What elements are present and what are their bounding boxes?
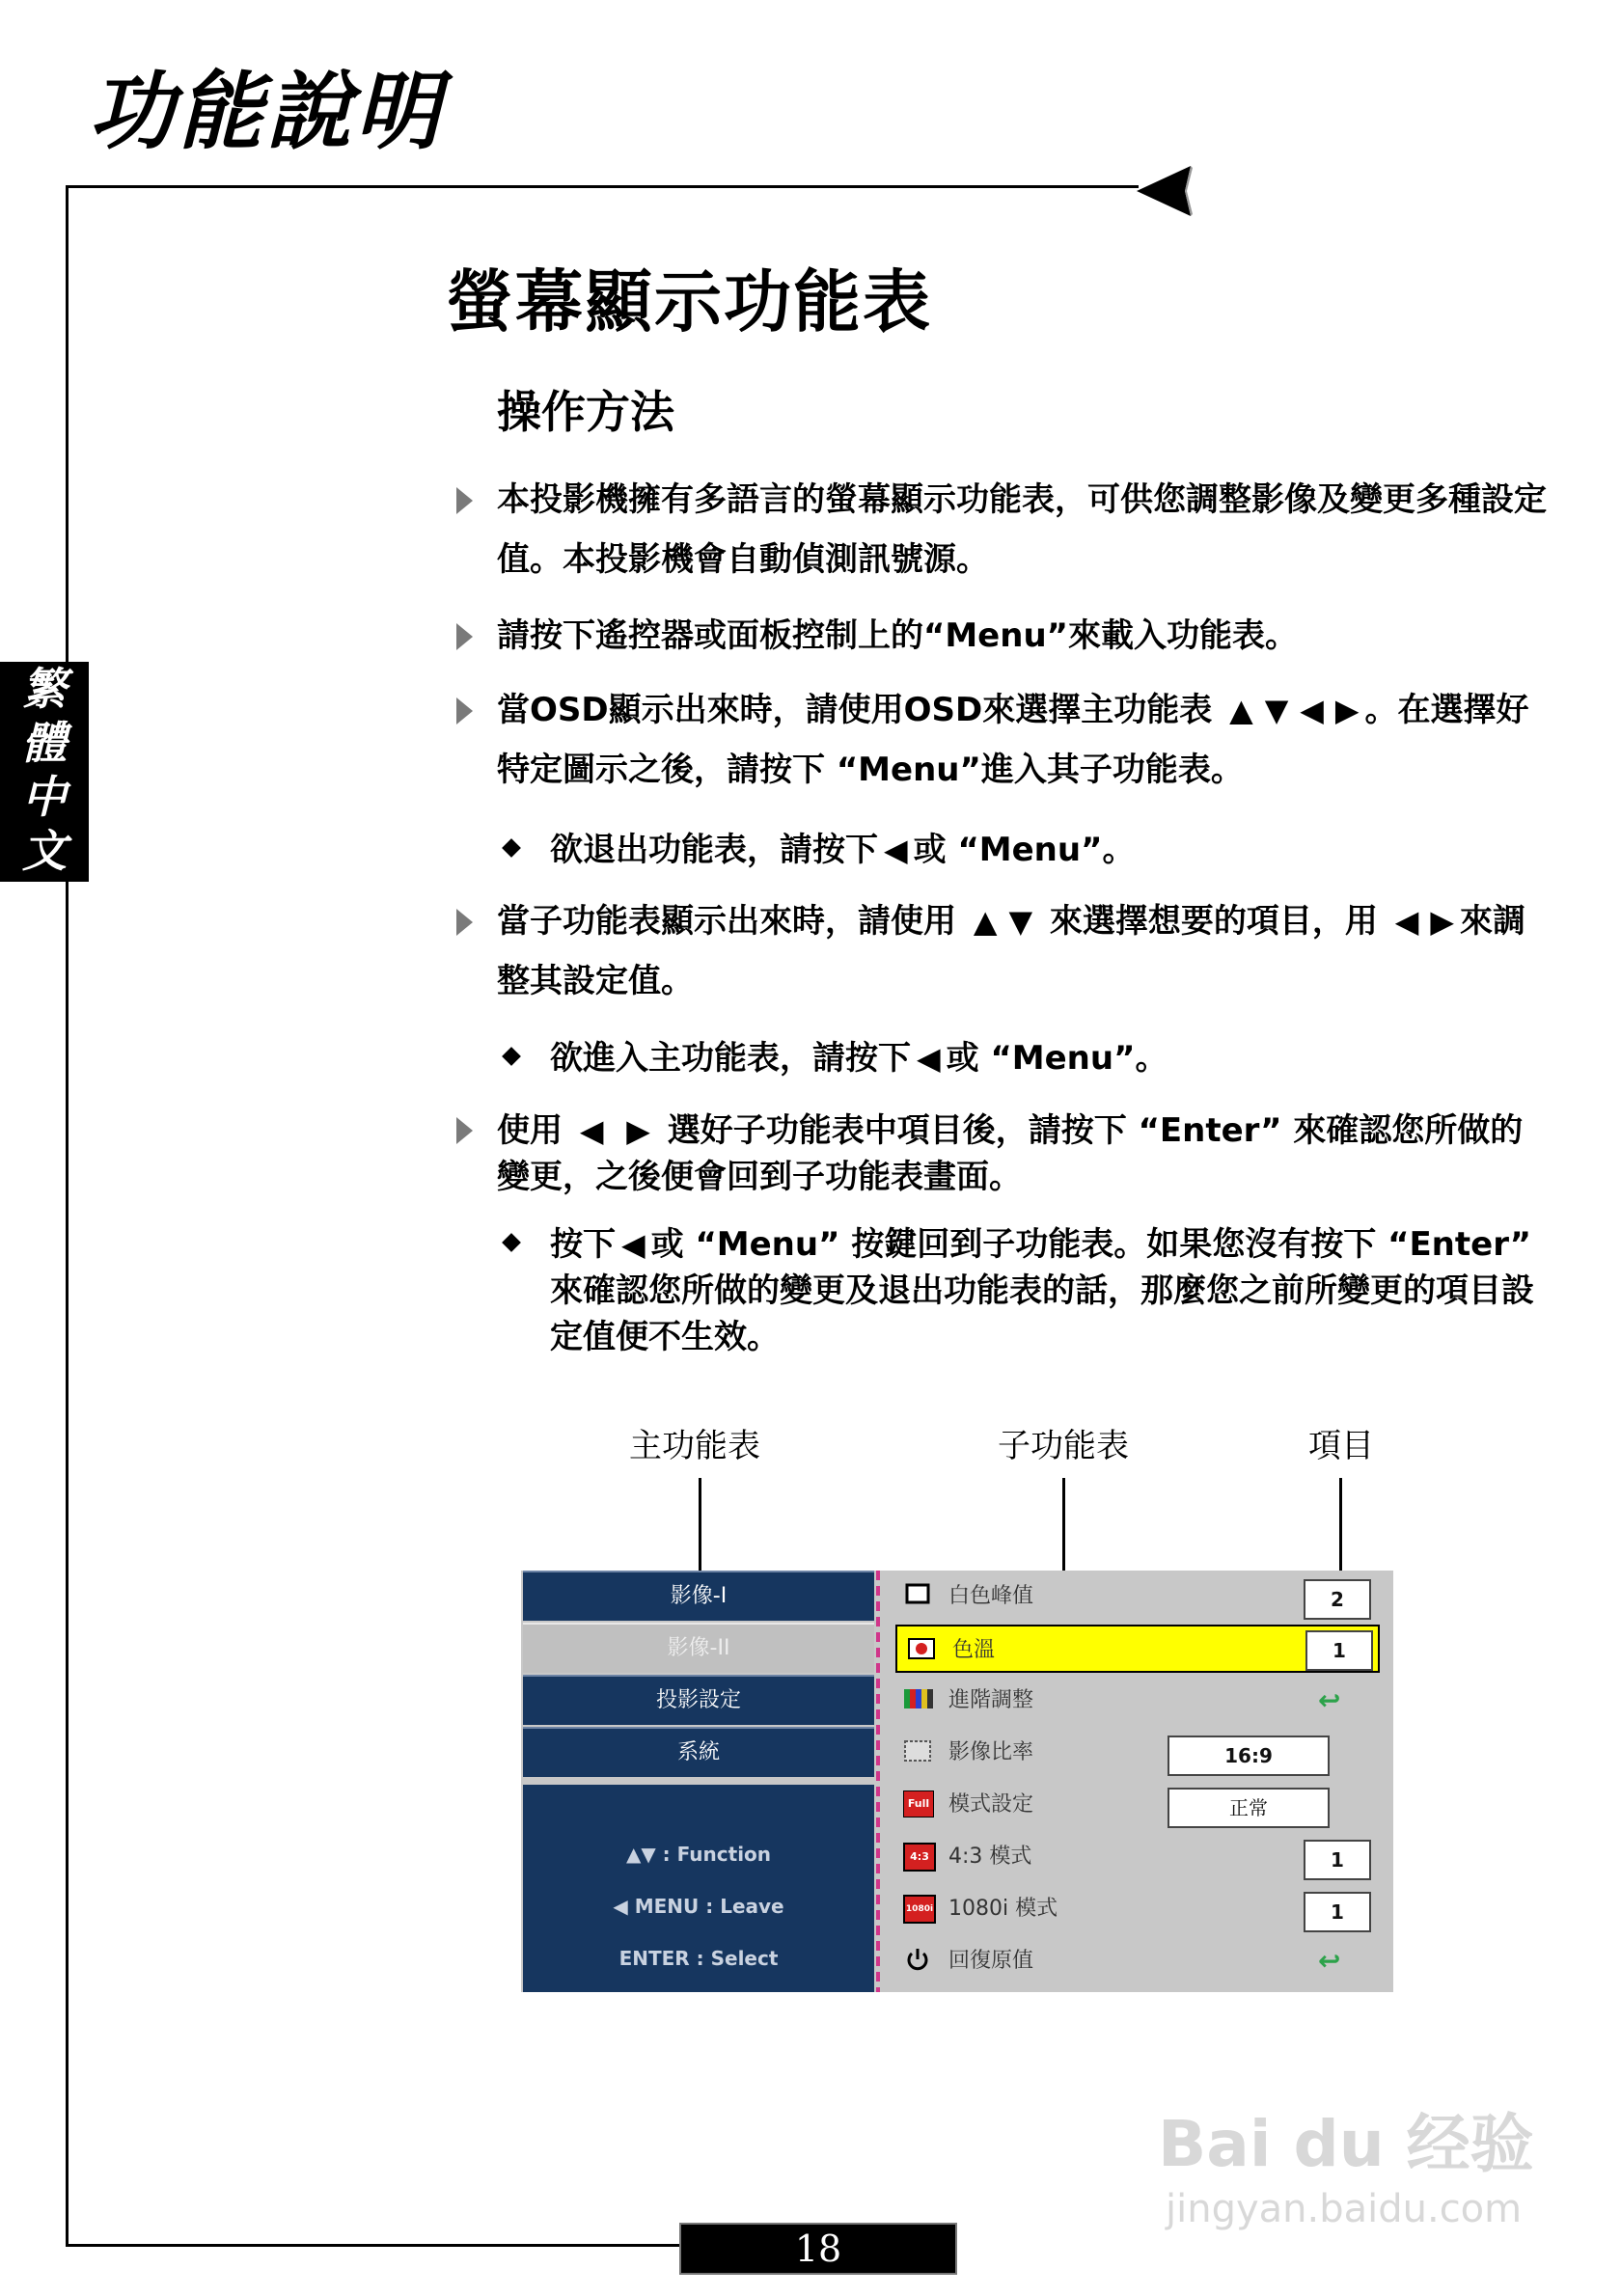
right-arrow-icon: ▶ <box>626 1112 650 1149</box>
row-value: 1 <box>1304 1892 1371 1932</box>
chapter-title: 功能說明 <box>89 62 445 161</box>
color-temp-icon <box>907 1636 936 1661</box>
up-arrow-icon: ▲ <box>1229 692 1253 728</box>
triangle-bullet-icon <box>456 1117 473 1144</box>
side-tab-char: 中 <box>22 771 67 823</box>
bullet-text: 或 “Menu”。 <box>913 831 1136 869</box>
enter-arrow-icon: ↩ <box>1318 1945 1341 1977</box>
row-value: 16:9 <box>1168 1736 1330 1776</box>
down-arrow-icon: ▼ <box>1264 692 1289 728</box>
menu-divider <box>876 1571 880 1992</box>
callout-main-menu: 主功能表 <box>629 1427 760 1465</box>
submenu-row-aspect-ratio[interactable] <box>893 1729 1386 1777</box>
paragraph-text: 當子功能表顯示出來時，請使用 <box>497 902 956 941</box>
left-arrow-icon: ◀ <box>579 1112 604 1149</box>
main-menu-panel <box>521 1571 876 1992</box>
enter-arrow-icon: ↩ <box>1318 1684 1341 1716</box>
paragraph-text: 使用 <box>497 1111 563 1150</box>
left-arrow-icon: ◀ <box>621 1226 646 1263</box>
submenu-row-color-temp[interactable] <box>895 1625 1380 1673</box>
bullet-text: 或 “Menu”。 <box>946 1039 1168 1078</box>
subsection-title: 操作方法 <box>497 386 674 438</box>
paragraph-text: 來選擇想要的項目，用 <box>1049 902 1378 941</box>
help-function: ▲▼ : Function <box>625 1843 772 1866</box>
instruction-paragraph <box>497 606 1549 666</box>
row-label: 影像比率 <box>948 1740 1034 1764</box>
white-peak-icon <box>903 1582 932 1607</box>
callout-line <box>1062 1478 1065 1582</box>
main-menu-system[interactable]: 系統 <box>523 1727 874 1777</box>
main-menu-image-i[interactable]: 影像-I <box>523 1571 874 1621</box>
top-rule <box>66 185 1139 188</box>
main-menu-image-ii[interactable]: 影像-II <box>523 1623 874 1673</box>
row-label: 回復原值 <box>948 1949 1034 1973</box>
submenu-row-43-mode[interactable] <box>893 1833 1386 1881</box>
diamond-bullet-icon <box>502 1047 521 1066</box>
bullet-text: 按下 <box>550 1225 616 1264</box>
sub-bullet <box>550 827 1553 873</box>
row-value: 1 <box>1304 1840 1371 1880</box>
bullet-text: 欲退出功能表，請按下 <box>550 831 878 869</box>
instruction-paragraph <box>497 1107 1549 1200</box>
left-arrow-icon: ◀ <box>1394 903 1419 940</box>
up-arrow-icon: ▲ <box>973 903 998 940</box>
side-tab-char: 文 <box>22 825 67 877</box>
row-label: 色溫 <box>952 1638 996 1662</box>
left-arrow-icon: ◀ <box>884 832 908 868</box>
paragraph-text: 選好子功能表中項目後，請按下 “Enter” 來確認您所做的變更，之後便會回到子功能表畫面。 <box>497 1111 1524 1196</box>
osd-menu-screenshot <box>521 1571 1393 1992</box>
right-arrow-icon: ▶ <box>1334 692 1360 728</box>
mode-1080i-icon: 1080i <box>903 1895 936 1924</box>
page-number: 18 <box>679 2223 957 2275</box>
watermark-url: jingyan.baidu.com <box>1166 2187 1523 2231</box>
instruction-paragraph <box>497 470 1549 589</box>
row-label: 模式設定 <box>948 1792 1034 1817</box>
advanced-color-icon <box>903 1686 932 1711</box>
help-select: ENTER : Select <box>618 1947 779 1970</box>
paragraph-text: 來調整其設定值。 <box>497 902 1525 1000</box>
diamond-bullet-icon <box>502 1233 521 1252</box>
triangle-bullet-icon <box>456 697 473 724</box>
submenu-row-1080i-mode[interactable] <box>893 1885 1386 1933</box>
callout-item: 項目 <box>1308 1427 1374 1465</box>
left-rule <box>66 185 69 2246</box>
paragraph-text: 請按下遙控器或面板控制上的“Menu”來載入功能表。 <box>497 616 1298 655</box>
row-label: 4:3 模式 <box>948 1845 1032 1869</box>
help-leave: ◀ MENU : Leave <box>613 1895 784 1918</box>
bottom-rule <box>66 2244 679 2247</box>
sub-bullet <box>550 1035 1553 1081</box>
row-label: 1080i 模式 <box>948 1897 1058 1921</box>
triangle-bullet-icon <box>456 623 473 650</box>
menu-help-panel <box>523 1785 874 1992</box>
submenu-row-advanced[interactable] <box>893 1677 1386 1725</box>
triangle-bullet-icon <box>456 909 473 936</box>
instruction-paragraph <box>497 680 1549 800</box>
instruction-paragraph <box>497 891 1549 1011</box>
side-tab-char: 繁 <box>22 663 67 715</box>
page-marker-arrow-icon <box>1137 164 1195 218</box>
baidu-watermark <box>1158 2107 1563 2257</box>
row-value: 2 <box>1304 1579 1371 1620</box>
watermark-logo-text: Bai du 经验 <box>1158 2107 1534 2181</box>
row-value: 1 <box>1305 1630 1373 1671</box>
main-menu-projection-settings[interactable]: 投影設定 <box>523 1675 874 1725</box>
submenu-row-reset[interactable] <box>893 1937 1386 1985</box>
row-value: 正常 <box>1168 1788 1330 1828</box>
left-arrow-icon: ◀ <box>917 1040 941 1077</box>
bullet-text: 或 “Menu” 按鍵回到子功能表。如果您沒有按下 “Enter” 來確認您所做的變更及退出功能表的話，那麼您之前所變更的項目設定值便不生效。 <box>550 1225 1534 1356</box>
paragraph-text: 。在選擇好特定圖示之後，請按下 “Menu”進入其子功能表。 <box>497 691 1529 789</box>
triangle-bullet-icon <box>456 487 473 514</box>
mode-43-icon: 4:3 <box>903 1843 936 1872</box>
row-label: 白色峰值 <box>948 1584 1034 1608</box>
language-side-tab <box>0 662 89 882</box>
diamond-bullet-icon <box>502 838 521 858</box>
submenu-row-mode[interactable] <box>893 1781 1386 1829</box>
mode-full-icon: Full <box>903 1790 934 1818</box>
submenu-row-white-peak[interactable] <box>893 1572 1386 1621</box>
callout-sub-menu: 子功能表 <box>998 1427 1129 1465</box>
row-label: 進階調整 <box>948 1688 1034 1712</box>
right-arrow-icon: ▶ <box>1430 903 1454 940</box>
power-icon <box>903 1947 932 1972</box>
side-tab-char: 體 <box>22 717 67 769</box>
callout-line <box>1339 1478 1342 1582</box>
section-title: 螢幕顯示功能表 <box>446 262 932 342</box>
sub-bullet <box>550 1221 1553 1360</box>
paragraph-text: 本投影機擁有多語言的螢幕顯示功能表，可供您調整影像及變更多種設定值。本投影機會自動偵測訊號源。 <box>497 480 1547 579</box>
aspect-ratio-icon <box>903 1738 932 1763</box>
down-arrow-icon: ▼ <box>1008 903 1033 940</box>
bullet-text: 欲進入主功能表，請按下 <box>550 1039 911 1078</box>
paragraph-text: 當OSD顯示出來時，請使用OSD來選擇主功能表 <box>497 691 1213 729</box>
left-arrow-icon: ◀ <box>1300 692 1324 728</box>
